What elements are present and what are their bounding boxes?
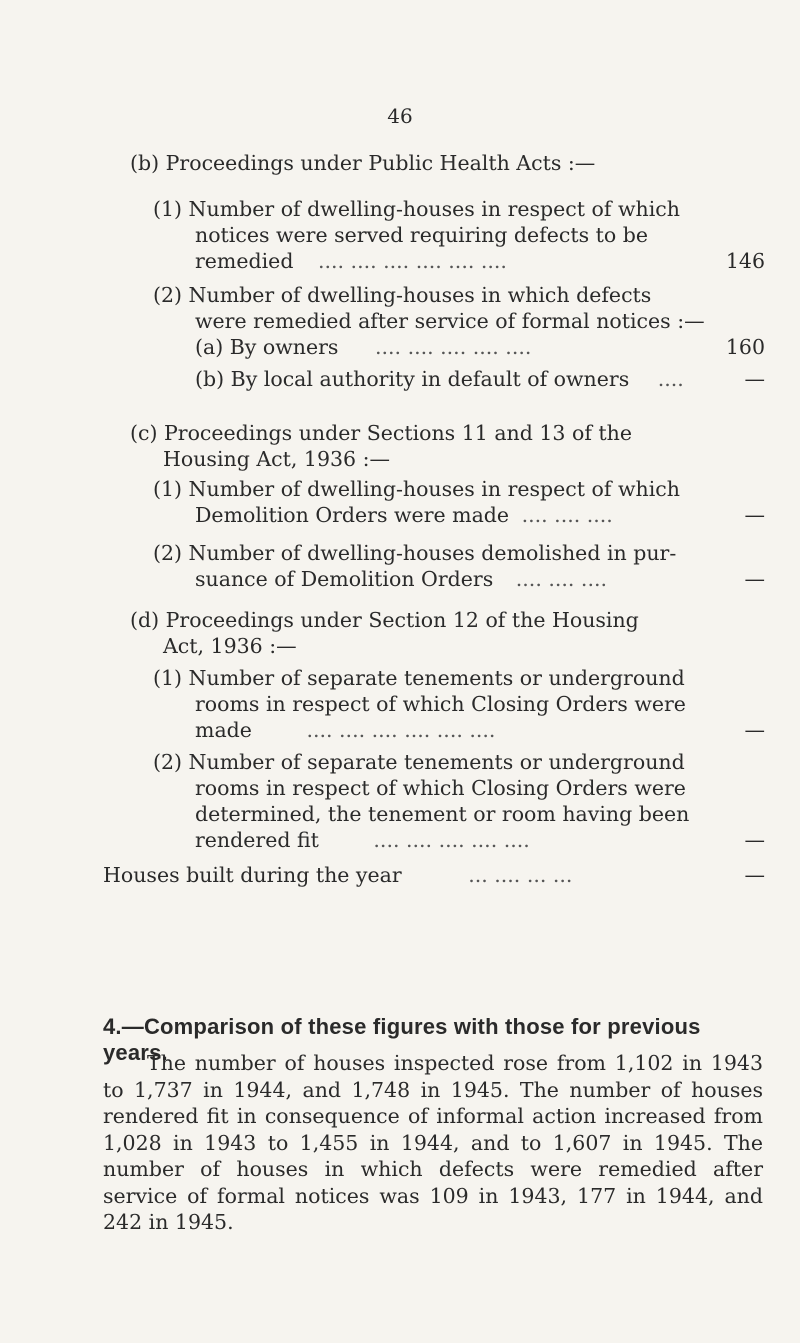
leader-dots: .... .... .... .... .... [374, 335, 532, 359]
leader-dots: .... .... .... .... .... [373, 828, 530, 852]
leader-dots: .... .... .... .... .... .... [317, 249, 507, 273]
sub-item-a: (a) By owners .... .... .... .... .... 160 [195, 335, 765, 359]
section-4-heading: 4.—Comparison of these figures with those for previous years. [103, 1014, 701, 1065]
item-value: 160 [725, 335, 765, 359]
item-value: — [744, 367, 765, 391]
leader-dots: .... .... .... .... .... .... [306, 718, 496, 742]
leader-dots: ... .... ... ... [468, 863, 573, 887]
houses-built-row: Houses built during the year ... .... ... ... — [103, 863, 765, 887]
section-4-paragraph: The number of houses inspected rose from 1,102 in 1943 to 1,737 in 1944, and 1,748 in 1945. The number of houses rendered fit in consequence of informal action increased from 1,028 in 1943 to 1,455 in 1944, and to 1,607 in 1945. The number of houses in which defects were remedied after service of formal notices was 109 in 1943, 177 in 1944, and 242 in 1945. [103, 1051, 763, 1234]
section-d-item-2: (2) Number of separate tenements or underground rooms in respect of which Closing Orders were determined, the tenement or room having been rendered fit .... .... .... .... .... — [153, 750, 765, 852]
item-value: — [744, 503, 765, 527]
item-label: remedied [195, 249, 294, 273]
section-d-item-1: (1) Number of separate tenements or underground rooms in respect of which Closing Orders were made .... .... .... .... .... .... — [153, 666, 765, 742]
section-c-item-1: (1) Number of dwelling-houses in respect of which Demolition Orders were made .... .... .... — [153, 477, 765, 527]
section-c-item-2: (2) Number of dwelling-houses demolished in pur- suance of Demolition Orders .... .... .... — [153, 541, 765, 591]
item-value: — [744, 863, 765, 887]
section-c-heading: (c) Proceedings under Sections 11 and 13 of the Housing Act, 1936 :— [130, 421, 633, 471]
leader-dots: .... [657, 367, 684, 391]
sub-item-b: (b) By local authority in default of owners .... — [195, 367, 765, 391]
item-value: — [744, 718, 765, 742]
item-value: — [744, 567, 765, 591]
section-b-heading: (b) Proceedings under Public Health Acts :— [130, 151, 596, 175]
item-value: — [744, 828, 765, 852]
item-value: 146 [725, 249, 765, 273]
section-d-heading: (d) Proceedings under Section 12 of the Housing Act, 1936 :— [130, 608, 639, 658]
page-number: 46 [387, 104, 413, 128]
section-b-item-1: (1) Number of dwelling-houses in respect of which notices were served requiring defects to be remedied .... .... .... .... .... .... 146 [153, 197, 765, 273]
leader-dots: .... .... .... [515, 567, 607, 591]
leader-dots: .... .... .... [521, 503, 613, 527]
section-b-item-2: (2) Number of dwelling-houses in which defects were remedied after service of formal notices :— (a) By owners .... .... .... .... .... 160 (b) By local authority in default of owners .... — [153, 283, 765, 391]
